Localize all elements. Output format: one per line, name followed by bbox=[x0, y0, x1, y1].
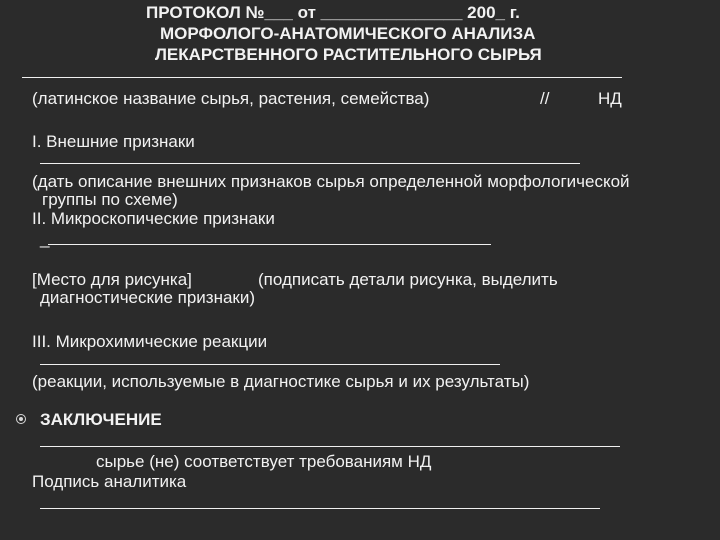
figure-note-1: (подписать детали рисунка, выделить bbox=[258, 270, 558, 289]
external-blank-line bbox=[40, 163, 580, 164]
circle-bullet-icon bbox=[16, 414, 26, 424]
section-microchemical-heading: III. Микрохимические реакции bbox=[32, 332, 268, 351]
signature-label: Подпись аналитика bbox=[32, 472, 187, 491]
microscopic-prefix: _ bbox=[40, 229, 50, 248]
microchemical-description: (реакции, используемые в диагностике сырья и их результаты) bbox=[32, 372, 530, 391]
signature-blank-line bbox=[40, 508, 600, 509]
latin-name-separator: // bbox=[540, 89, 550, 108]
figure-note-2: диагностические признаки) bbox=[40, 288, 256, 307]
latin-name-blank-line bbox=[22, 77, 622, 78]
latin-name-caption: (латинское название сырья, растения, семейства) bbox=[32, 89, 430, 108]
conclusion-statement: сырье (не) соответствует требованиям НД bbox=[96, 452, 432, 471]
section-external-heading: I. Внешние признаки bbox=[32, 132, 195, 151]
protocol-subtitle-1: МОРФОЛОГО-АНАТОМИЧЕСКОГО АНАЛИЗА bbox=[160, 24, 536, 43]
nd-label: НД bbox=[598, 89, 622, 108]
protocol-subtitle-2: ЛЕКАРСТВЕННОГО РАСТИТЕЛЬНОГО СЫРЬЯ bbox=[155, 45, 542, 64]
conclusion-blank-line bbox=[40, 446, 620, 447]
external-description-2: группы по схеме) bbox=[42, 190, 178, 209]
protocol-title: ПРОТОКОЛ №___ от _______________ 200_ г. bbox=[146, 3, 520, 22]
external-description-1: (дать описание внешних признаков сырья определенной морфологической bbox=[32, 172, 630, 191]
microscopic-blank-line bbox=[48, 244, 491, 245]
figure-placeholder: [Место для рисунка] bbox=[32, 270, 192, 289]
section-microscopic-heading: II. Микроскопические признаки bbox=[32, 209, 275, 228]
microchemical-blank-line bbox=[40, 364, 500, 365]
conclusion-heading: ЗАКЛЮЧЕНИЕ bbox=[40, 410, 162, 429]
